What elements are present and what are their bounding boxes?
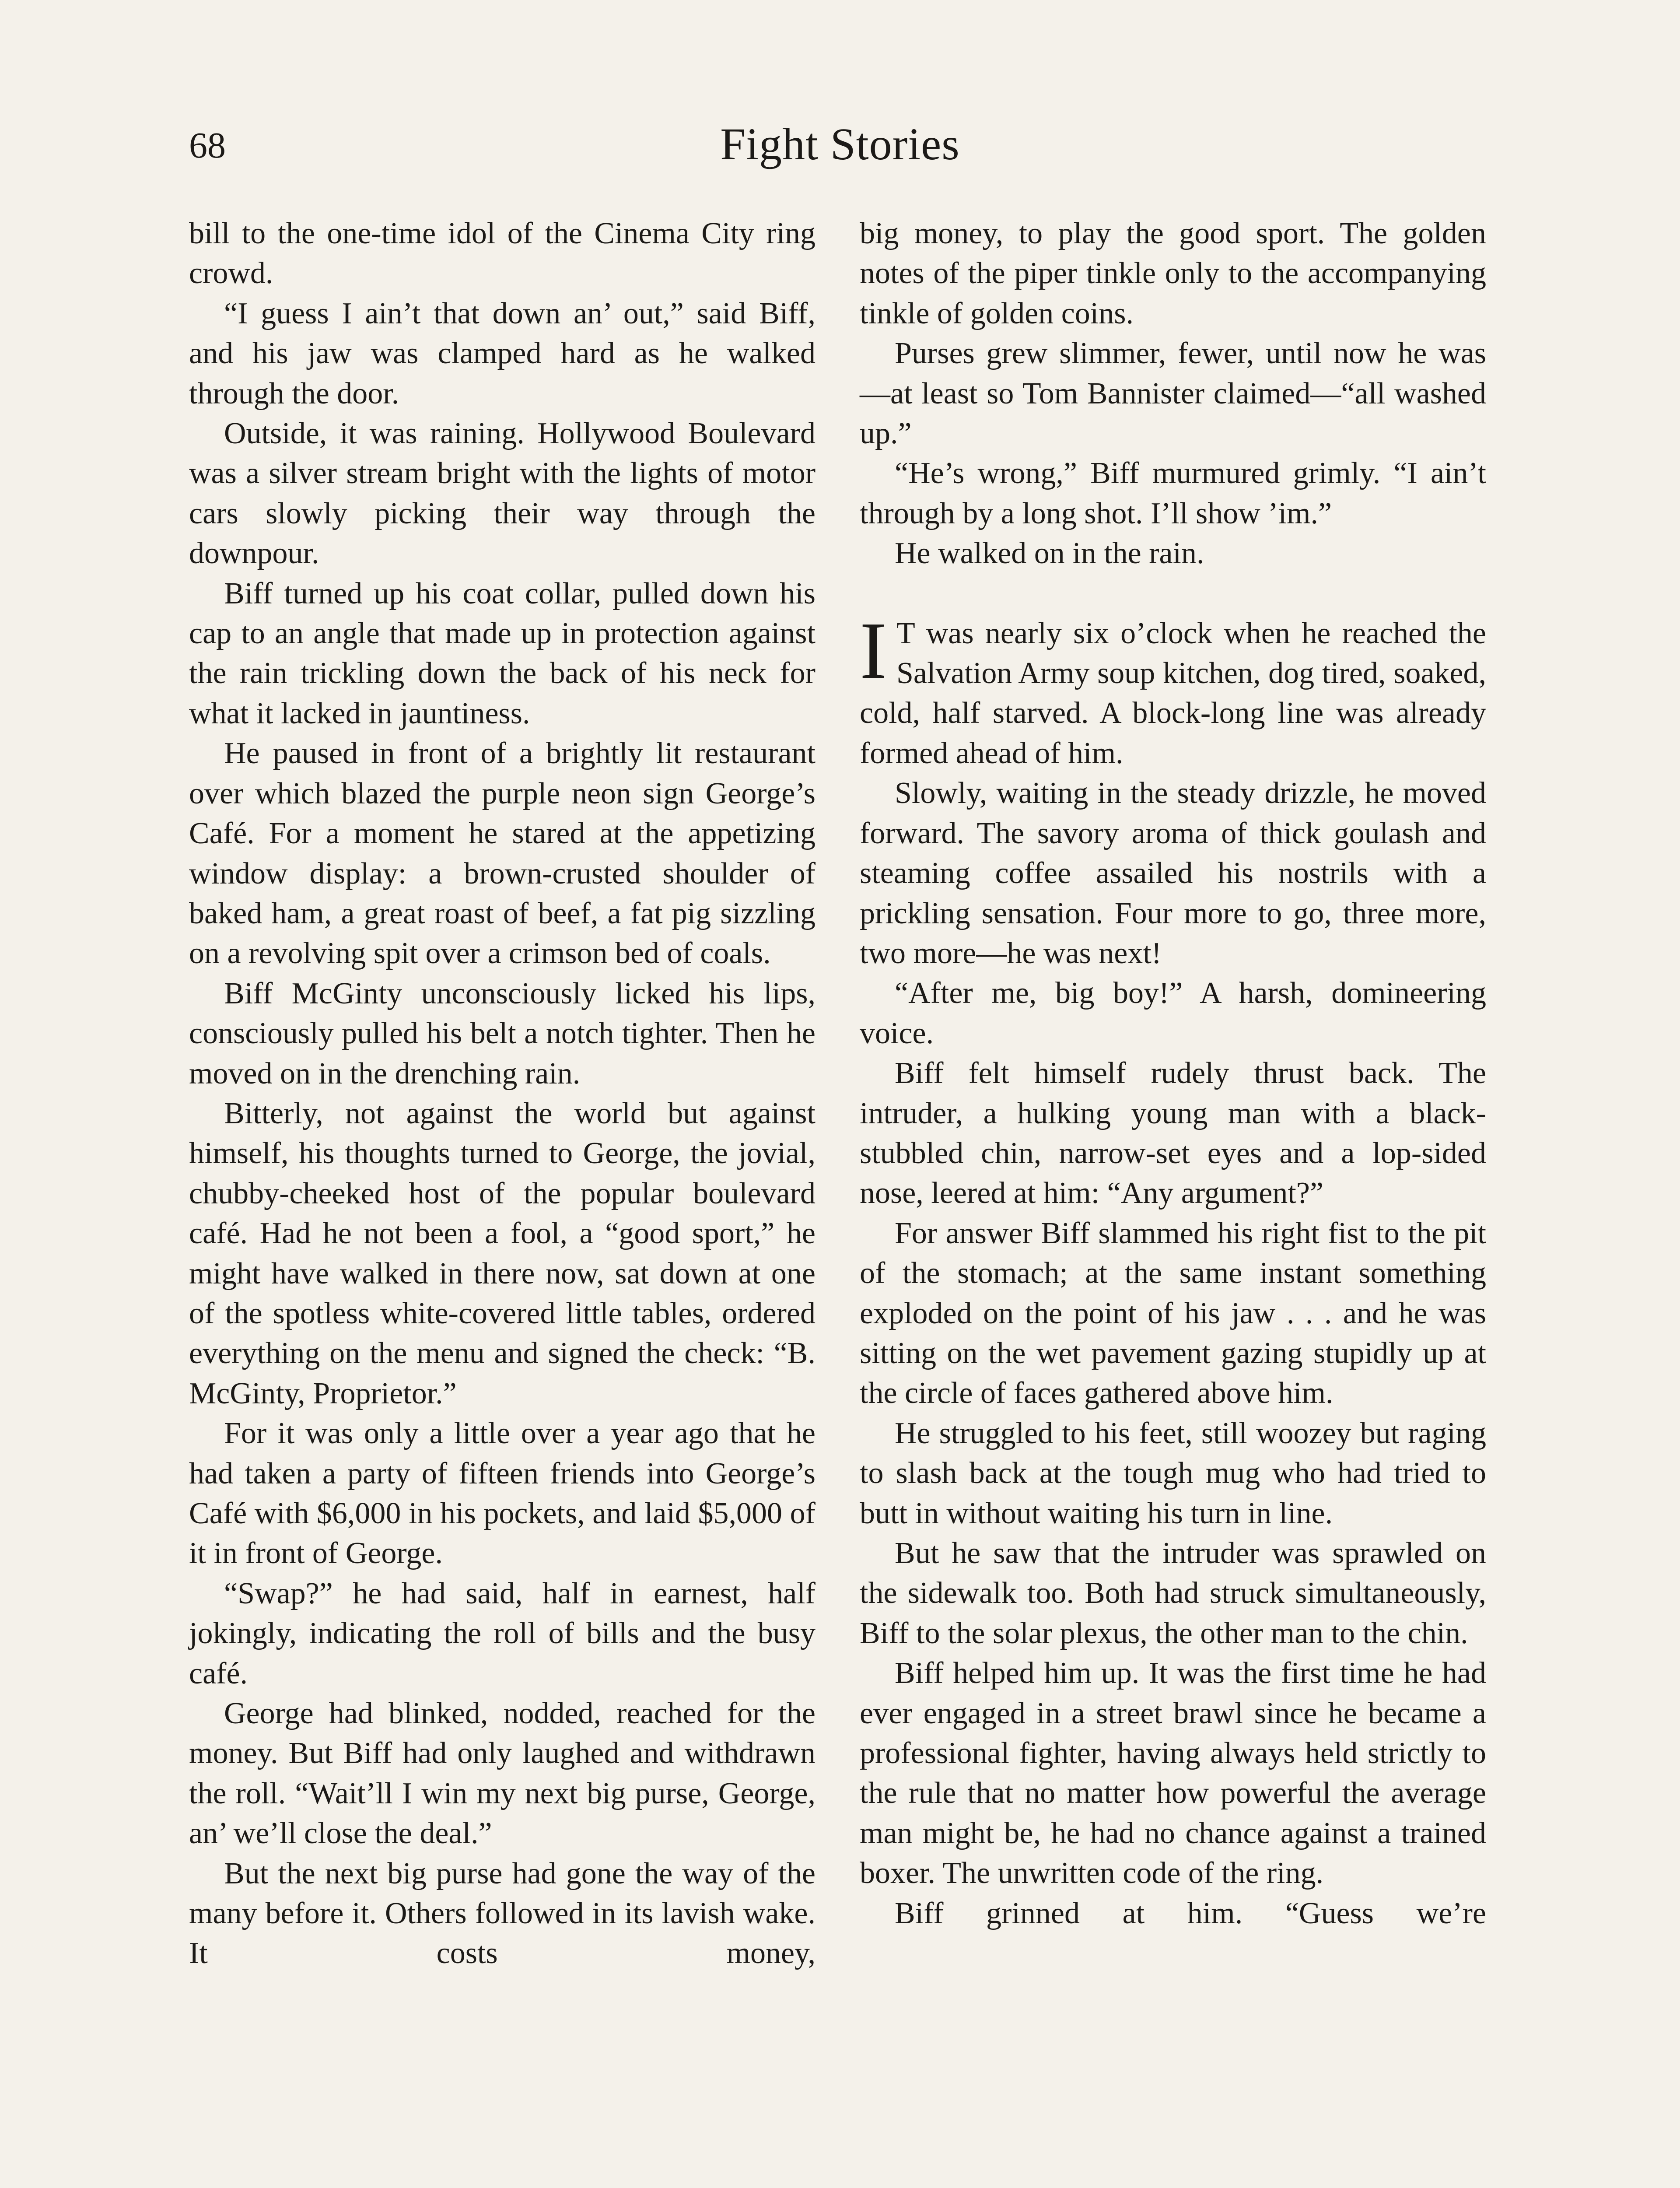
paragraph: Bitterly, not against the world but against himself, his thoughts turned to George, the jovial, chubby-cheeked host of the popular boulevard café. Had he not been a fool, a “good sport,” he might have walked in there now, sat down at one of the spotless white-covered little tables, ordered everything on the menu and signed the check: “B. McGinty, Proprietor.”: [189, 1096, 816, 1410]
page-number: 68: [189, 125, 226, 166]
section-opening-paragraph: [860, 605, 1486, 774]
paragraph: For answer Biff slammed his right fist to the pit of the stomach; at the same instant something exploded on the point of his jaw . . . and he was sitting on the wet pavement gazing stupidly up at the circle of faces gathered above him.: [860, 1216, 1486, 1410]
paragraph: Outside, it was raining. Hollywood Boulevard was a silver stream bright with the lights of motor cars slowly picking their way through the downpour.: [189, 417, 816, 571]
paragraph: He struggled to his feet, still woozey but raging to slash back at the tough mug who had tried to butt in without waiting his turn in line.: [860, 1416, 1486, 1530]
section-opening-text: T was nearly six o’clock when he reached the Salvation Army soup kitchen, dog tired, soaked, cold, half starved. A block-long line was already formed ahead of him.: [860, 616, 1486, 770]
drop-cap: I: [860, 605, 887, 696]
paragraph: But the next big purse had gone the way of the many before it. Others followed in its lavish wake. It costs money,: [189, 1856, 816, 1971]
paragraph: Slowly, waiting in the steady drizzle, he moved forward. The savory aroma of thick goulash and steaming coffee assailed his nostrils with a prickling sensation. Four more to go, three more, two more—he was next!: [860, 776, 1486, 970]
paragraph: Biff McGinty unconsciously licked his lips, consciously pulled his belt a notch tighter. Then he moved on in the drenching rain.: [189, 976, 816, 1090]
paragraph: Biff felt himself rudely thrust back. The intruder, a hulking young man with a black-stubbled chin, narrow-set eyes and a lop-sided nose, leered at him: “Any argument?”: [860, 1056, 1486, 1210]
paragraph: “After me, big boy!” A harsh, domineering voice.: [860, 976, 1486, 1050]
left-column: [189, 214, 816, 1974]
paragraph: “Swap?” he had said, half in earnest, half jokingly, indicating the roll of bills and the busy café.: [189, 1576, 816, 1690]
paragraph: Purses grew slimmer, fewer, until now he was—at least so Tom Bannister claimed—“all washed up.”: [860, 337, 1486, 451]
paragraph: “He’s wrong,” Biff murmured grimly. “I ain’t through by a long shot. I’ll show ’im.”: [860, 456, 1486, 530]
page-header: [189, 118, 1491, 175]
paragraph: For it was only a little over a year ago that he had taken a party of fifteen friends into George’s Café with $6,000 in his pockets, and laid $5,000 of it in front of George.: [189, 1417, 816, 1571]
paragraph: big money, to play the good sport. The golden notes of the piper tinkle only to the accompanying tinkle of golden coins.: [860, 217, 1486, 330]
story-body: [189, 214, 1491, 2188]
paragraph: bill to the one-time idol of the Cinema City ring crowd.: [189, 217, 816, 291]
paragraph: He walked on in the rain.: [895, 536, 1204, 571]
paragraph: “I guess I ain’t that down an’ out,” said Biff, and his jaw was clamped hard as he walked through the door.: [189, 296, 816, 410]
paragraph: Biff grinned at him. “Guess we’re: [895, 1896, 1486, 1930]
running-title: Fight Stories: [720, 119, 960, 169]
paragraph: But he saw that the intruder was sprawled on the sidewalk too. Both had struck simultaneously, Biff to the solar plexus, the other man to the chin.: [860, 1536, 1486, 1650]
paragraph: Biff helped him up. It was the first time he had ever engaged in a street brawl since he became a professional fighter, having always held strictly to the rule that no matter how powerful the average man might be, he had no chance against a trained boxer. The unwritten code of the ring.: [860, 1656, 1486, 1890]
paragraph: Biff turned up his coat collar, pulled down his cap to an angle that made up in protection against the rain trickling down the back of his neck for what it lacked in jauntiness.: [189, 576, 816, 730]
paragraph: George had blinked, nodded, reached for the money. But Biff had only laughed and withdrawn the roll. “Wait’ll I win my next big purse, George, an’ we’ll close the deal.”: [189, 1697, 816, 1851]
paragraph: He paused in front of a brightly lit restaurant over which blazed the purple neon sign George’s Café. For a moment he stared at the appetizing window display: a brown-crusted shoulder of baked ham, a great roast of beef, a fat pig sizzling on a revolving spit over a crimson bed of coals.: [189, 736, 816, 971]
right-column: [860, 214, 1486, 1933]
